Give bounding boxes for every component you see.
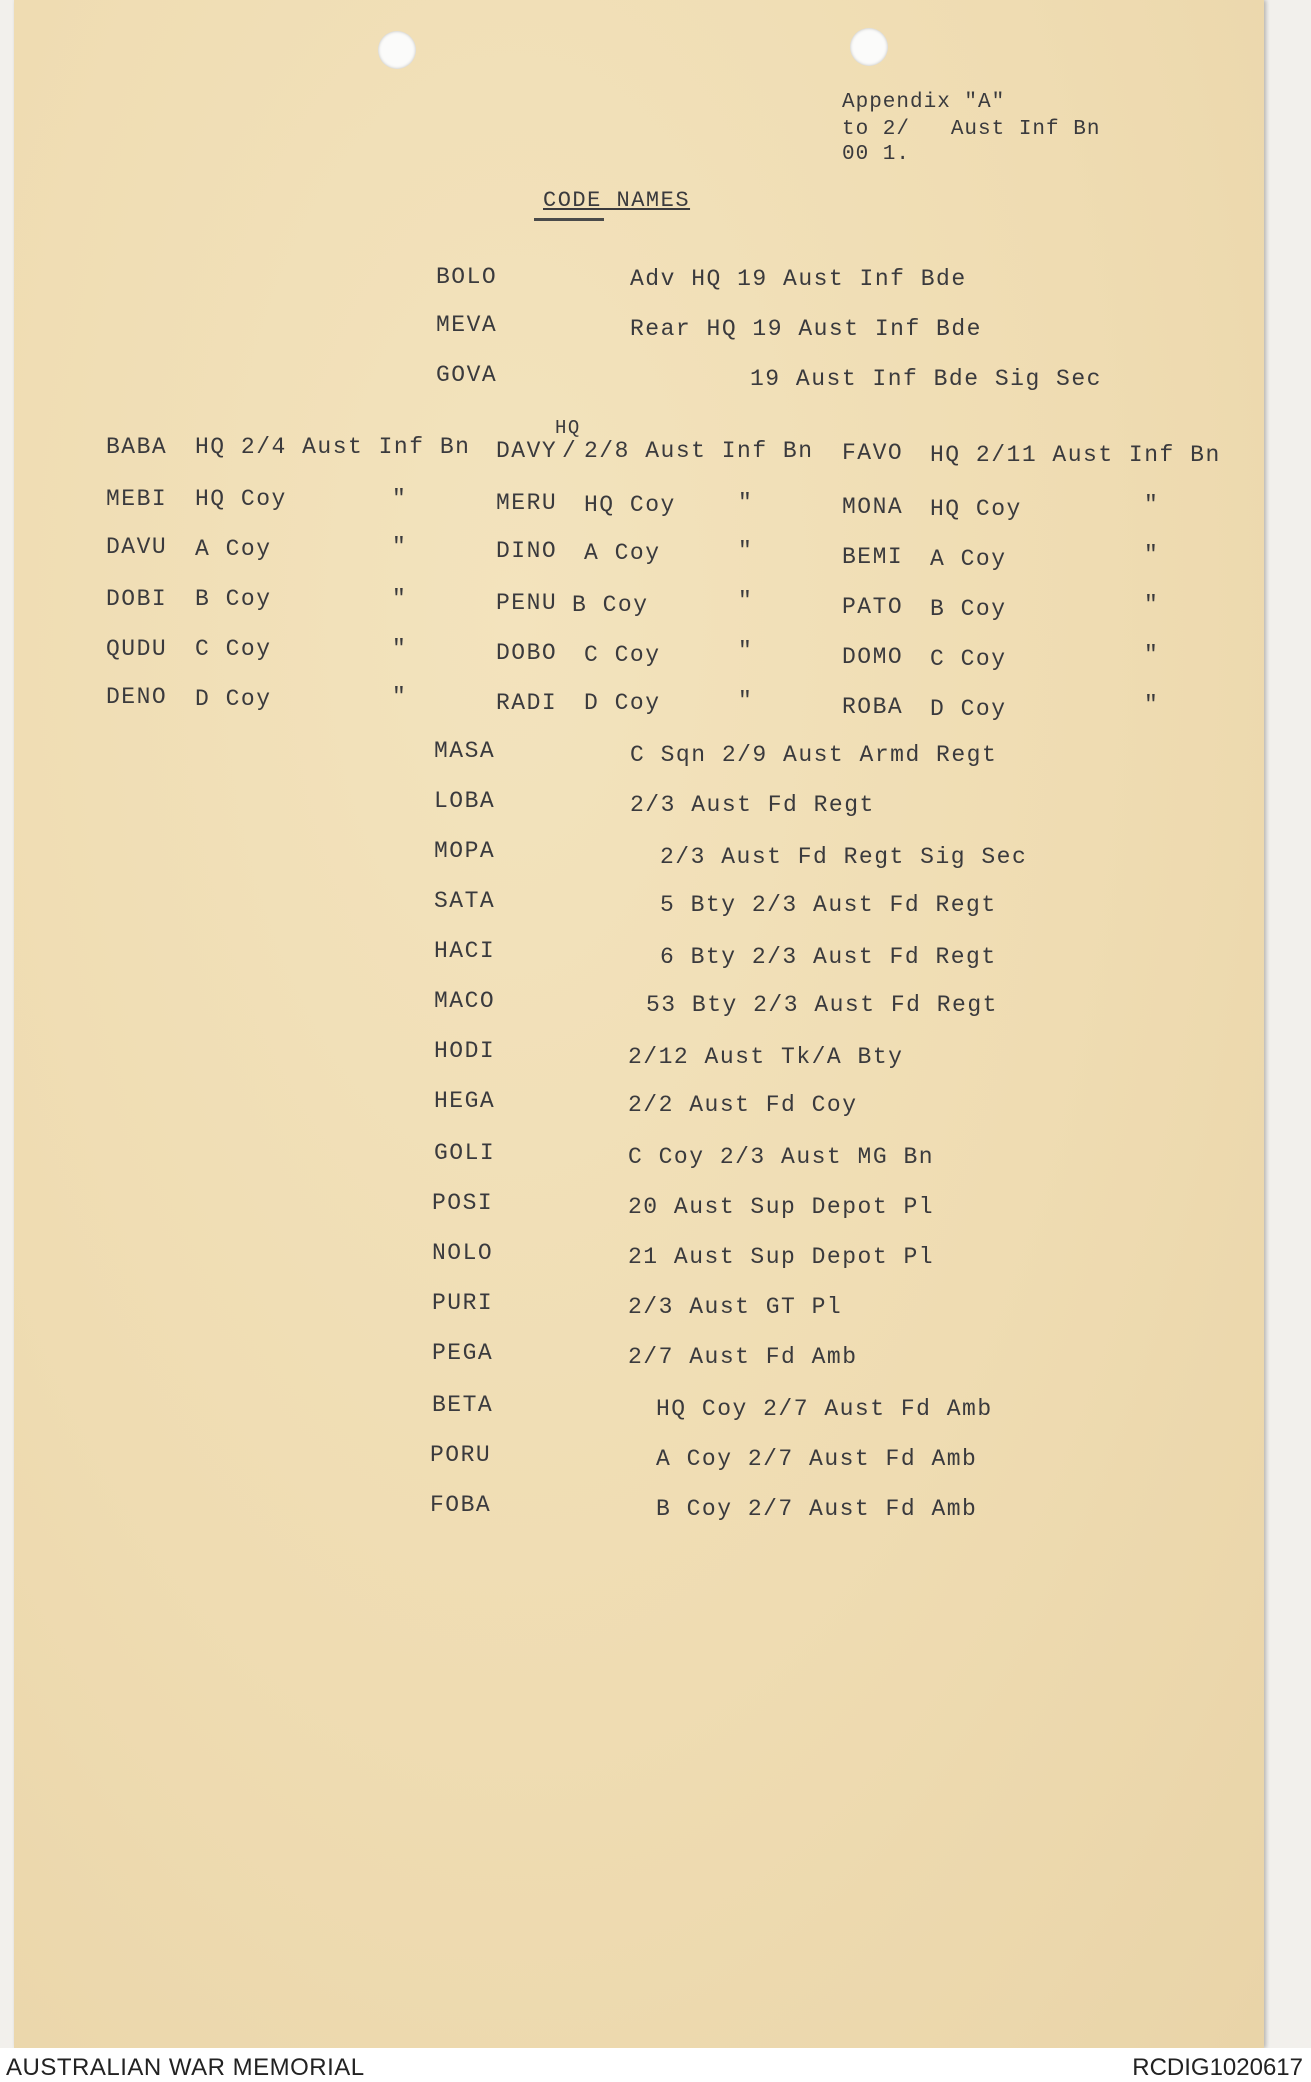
desc-mebi: HQ Coy bbox=[195, 486, 287, 512]
code-bemi: BEMI bbox=[842, 544, 904, 570]
page-title: CODE NAMES bbox=[543, 188, 691, 213]
desc-puri: 2/3 Aust GT Pl bbox=[628, 1294, 843, 1320]
ditto-qudu: " bbox=[392, 636, 408, 662]
desc-pato: B Coy bbox=[930, 596, 1007, 622]
code-gova: GOVA bbox=[436, 362, 498, 388]
desc-goli: C Coy 2/3 Aust MG Bn bbox=[628, 1144, 935, 1170]
desc-hodi: 2/12 Aust Tk/A Bty bbox=[628, 1044, 904, 1070]
archive-name: AUSTRALIAN WAR MEMORIAL bbox=[6, 2054, 365, 2081]
desc-pega: 2/7 Aust Fd Amb bbox=[628, 1344, 858, 1370]
code-meru: MERU bbox=[496, 490, 558, 516]
desc-nolo: 21 Aust Sup Depot Pl bbox=[628, 1244, 935, 1270]
desc-posi: 20 Aust Sup Depot Pl bbox=[628, 1194, 935, 1220]
code-dino: DINO bbox=[496, 538, 558, 564]
code-loba: LOBA bbox=[434, 788, 496, 814]
appendix-line-2: to 2/ Aust Inf Bn bbox=[842, 118, 1101, 141]
desc-sata: 5 Bty 2/3 Aust Fd Regt bbox=[660, 892, 997, 918]
desc-bemi: A Coy bbox=[930, 546, 1007, 572]
appendix-line-3: 00 1. bbox=[842, 143, 911, 166]
code-poru: PORU bbox=[430, 1442, 492, 1468]
code-favo: FAVO bbox=[842, 440, 904, 466]
ditto-deno: " bbox=[392, 684, 408, 710]
code-hodi: HODI bbox=[434, 1038, 496, 1064]
ditto-domo: " bbox=[1144, 642, 1160, 668]
code-maco: MACO bbox=[434, 988, 496, 1014]
ditto-dobi: " bbox=[392, 586, 408, 612]
code-radi: RADI bbox=[496, 690, 558, 716]
desc-mona: HQ Coy bbox=[930, 496, 1022, 522]
ditto-roba: " bbox=[1144, 692, 1160, 718]
desc-poru: A Coy 2/7 Aust Fd Amb bbox=[656, 1446, 978, 1472]
code-haci: HACI bbox=[434, 938, 496, 964]
punch-hole-left bbox=[378, 31, 416, 69]
code-domo: DOMO bbox=[842, 644, 904, 670]
desc-domo: C Coy bbox=[930, 646, 1007, 672]
code-mopa: MOPA bbox=[434, 838, 496, 864]
document-page bbox=[14, 0, 1264, 2048]
code-davu: DAVU bbox=[106, 534, 168, 560]
ditto-radi: " bbox=[738, 688, 754, 714]
desc-foba: B Coy 2/7 Aust Fd Amb bbox=[656, 1496, 978, 1522]
code-posi: POSI bbox=[432, 1190, 494, 1216]
code-masa: MASA bbox=[434, 738, 496, 764]
insert-hq: HQ bbox=[555, 417, 581, 439]
code-mona: MONA bbox=[842, 494, 904, 520]
title-underline-mark bbox=[534, 218, 604, 221]
code-pato: PATO bbox=[842, 594, 904, 620]
desc-deno: D Coy bbox=[195, 686, 272, 712]
code-puri: PURI bbox=[432, 1290, 494, 1316]
desc-meva: Rear HQ 19 Aust Inf Bde bbox=[630, 316, 982, 342]
code-goli: GOLI bbox=[434, 1140, 496, 1166]
desc-roba: D Coy bbox=[930, 696, 1007, 722]
desc-penu: B Coy bbox=[572, 592, 649, 618]
code-deno: DENO bbox=[106, 684, 168, 710]
code-dobi: DOBI bbox=[106, 586, 168, 612]
desc-dobo: C Coy bbox=[584, 642, 661, 668]
ditto-mona: " bbox=[1144, 492, 1160, 518]
code-bolo: BOLO bbox=[436, 264, 498, 290]
desc-davu: A Coy bbox=[195, 536, 272, 562]
desc-favo: HQ 2/11 Aust Inf Bn bbox=[930, 442, 1221, 468]
archive-footer bbox=[0, 2048, 1311, 2082]
desc-masa: C Sqn 2/9 Aust Armd Regt bbox=[630, 742, 998, 768]
code-foba: FOBA bbox=[430, 1492, 492, 1518]
desc-dino: A Coy bbox=[584, 540, 661, 566]
desc-maco: 53 Bty 2/3 Aust Fd Regt bbox=[646, 992, 998, 1018]
code-mebi: MEBI bbox=[106, 486, 168, 512]
ditto-bemi: " bbox=[1144, 542, 1160, 568]
code-pega: PEGA bbox=[432, 1340, 494, 1366]
code-baba: BABA bbox=[106, 434, 168, 460]
desc-loba: 2/3 Aust Fd Regt bbox=[630, 792, 875, 818]
ditto-davu: " bbox=[392, 534, 408, 560]
punch-hole-right bbox=[850, 28, 888, 66]
insert-slash: / bbox=[562, 438, 578, 464]
desc-bolo: Adv HQ 19 Aust Inf Bde bbox=[630, 266, 967, 292]
ditto-meru: " bbox=[738, 490, 754, 516]
ditto-penu: " bbox=[738, 588, 754, 614]
archive-reference: RCDIG1020617 bbox=[1132, 2054, 1303, 2081]
desc-radi: D Coy bbox=[584, 690, 661, 716]
ditto-pato: " bbox=[1144, 592, 1160, 618]
desc-qudu: C Coy bbox=[195, 636, 272, 662]
desc-baba: HQ 2/4 Aust Inf Bn bbox=[195, 434, 471, 460]
desc-mopa: 2/3 Aust Fd Regt Sig Sec bbox=[660, 844, 1028, 870]
code-roba: ROBA bbox=[842, 694, 904, 720]
ditto-mebi: " bbox=[392, 486, 408, 512]
code-davy: DAVY bbox=[496, 438, 558, 464]
desc-hega: 2/2 Aust Fd Coy bbox=[628, 1092, 858, 1118]
code-penu: PENU bbox=[496, 590, 558, 616]
ditto-dino: " bbox=[738, 538, 754, 564]
ditto-dobo: " bbox=[738, 638, 754, 664]
desc-dobi: B Coy bbox=[195, 586, 272, 612]
desc-beta: HQ Coy 2/7 Aust Fd Amb bbox=[656, 1396, 993, 1422]
appendix-line-1: Appendix "A" bbox=[842, 91, 1006, 114]
code-nolo: NOLO bbox=[432, 1240, 494, 1266]
desc-gova: 19 Aust Inf Bde Sig Sec bbox=[750, 366, 1102, 392]
code-hega: HEGA bbox=[434, 1088, 496, 1114]
code-qudu: QUDU bbox=[106, 636, 168, 662]
desc-haci: 6 Bty 2/3 Aust Fd Regt bbox=[660, 944, 997, 970]
desc-meru: HQ Coy bbox=[584, 492, 676, 518]
code-sata: SATA bbox=[434, 888, 496, 914]
code-dobo: DOBO bbox=[496, 640, 558, 666]
desc-davy: 2/8 Aust Inf Bn bbox=[584, 438, 814, 464]
code-meva: MEVA bbox=[436, 312, 498, 338]
code-beta: BETA bbox=[432, 1392, 494, 1418]
